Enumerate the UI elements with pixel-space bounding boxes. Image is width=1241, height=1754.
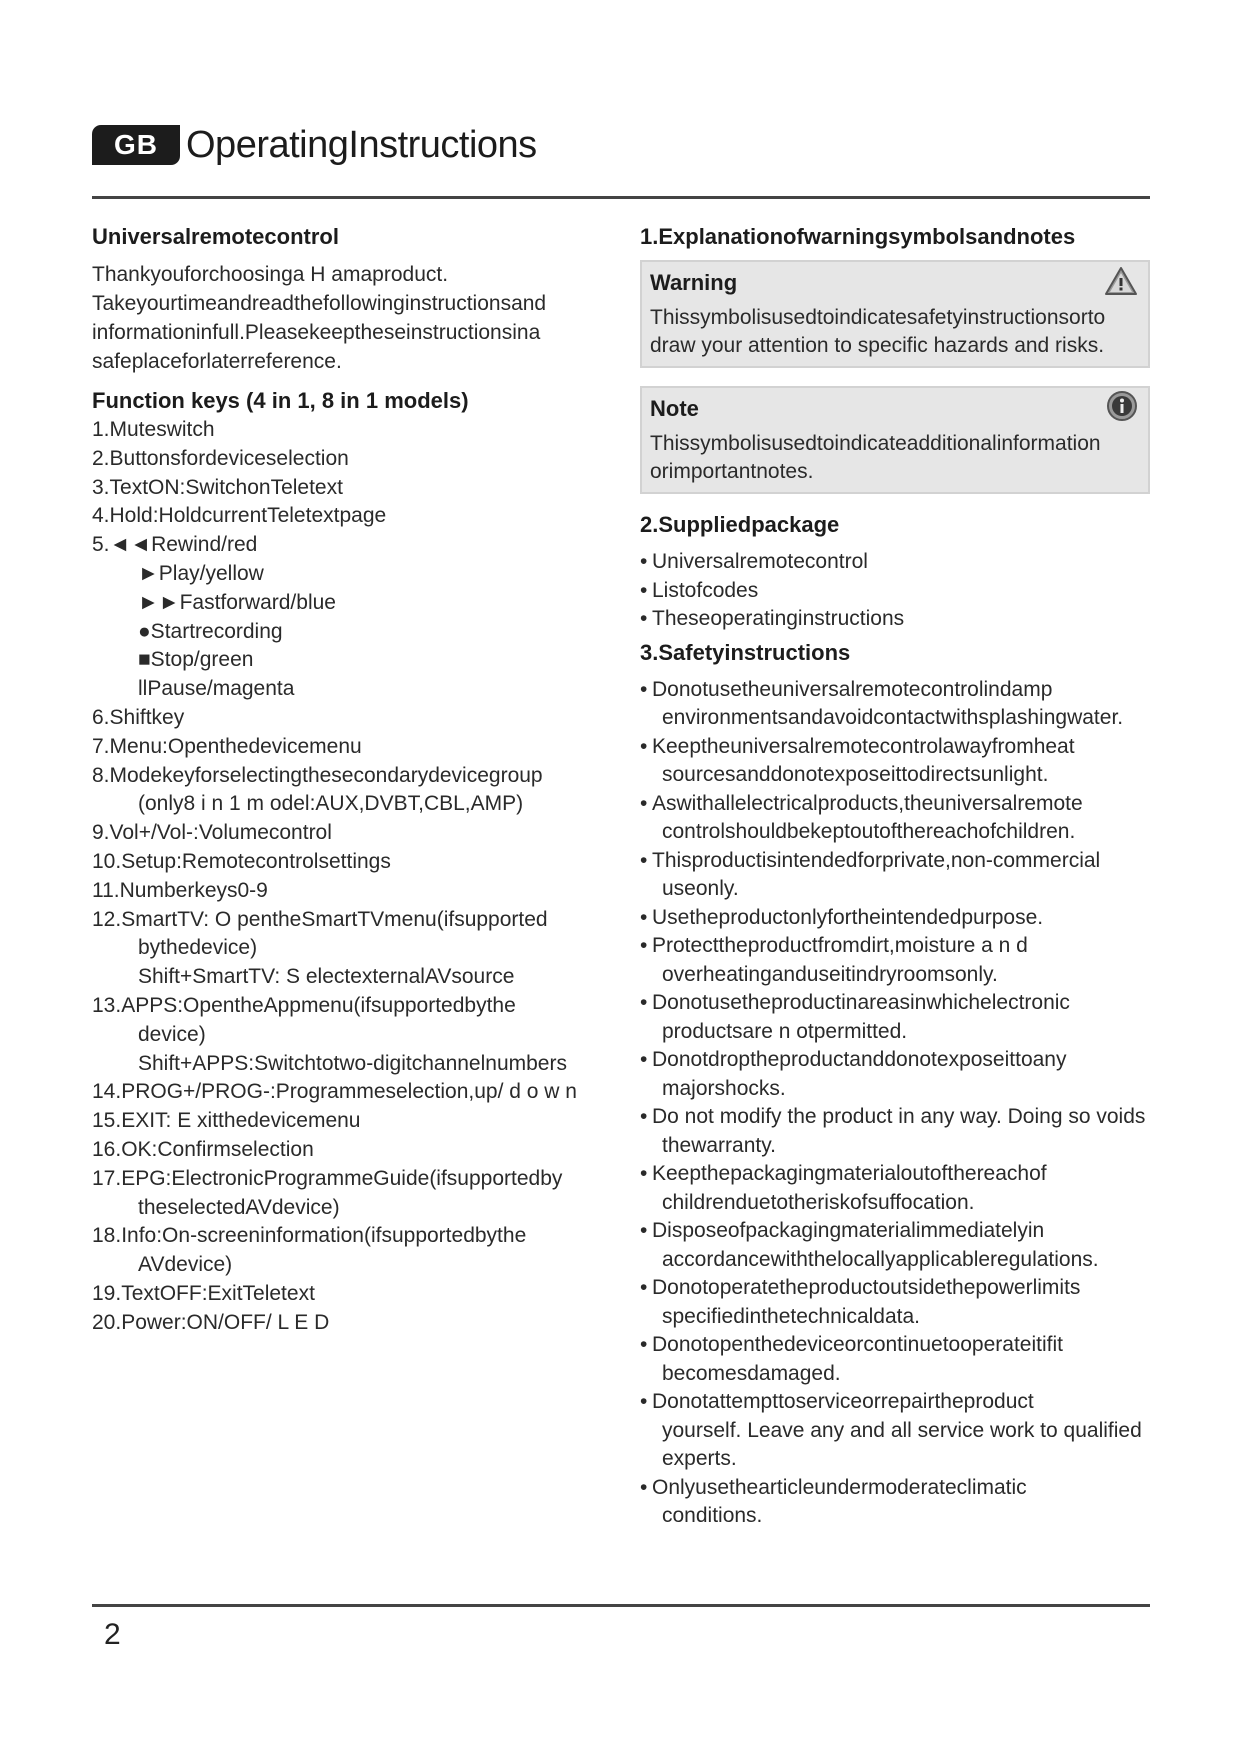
safety-item: • Donotoperatetheproductoutsidethepowerlimits specifiedinthetechnicaldata. bbox=[640, 1276, 1081, 1328]
note-box bbox=[640, 386, 1150, 494]
function-key-item: bythedevice) bbox=[138, 936, 258, 960]
function-key-item: 18.Info:On-screeninformation(ifsupportedbythe bbox=[92, 1224, 527, 1248]
warning-triangle-icon bbox=[1104, 266, 1138, 296]
function-key-item: 7.Menu:Openthedevicemenu bbox=[92, 734, 362, 758]
function-key-item: 14.PROG+/PROG-:Programmeselection,up/ d o w n bbox=[92, 1080, 577, 1104]
bottom-divider bbox=[92, 1604, 1150, 1607]
package-item: • Universalremotecontrol bbox=[640, 550, 868, 573]
function-key-item: AVdevice) bbox=[138, 1253, 233, 1277]
package-item: • Theseoperatinginstructions bbox=[640, 607, 905, 630]
section-title-remote: Universalremotecontrol bbox=[92, 224, 339, 249]
function-key-item: llPause/magenta bbox=[138, 677, 295, 701]
warning-text-line: Thissymbolisusedtoindicatesafetyinstructionsorto bbox=[650, 306, 1106, 329]
safety-list bbox=[640, 676, 1150, 1531]
safety-item: • Onlyusethearticleundermoderateclimatic conditions. bbox=[640, 1475, 1027, 1527]
intro-line: Thankyouforchoosinga H amaproduct. bbox=[92, 263, 449, 286]
safety-item: • Aswithallelectricalproducts,theuniversalremote controlshouldbekeptoutofthereachofchildren. bbox=[640, 791, 1083, 843]
right-column bbox=[640, 224, 1150, 1531]
safety-item: • Keepthepackagingmaterialoutofthereachof childrenduetotheriskofsuffocation. bbox=[640, 1162, 1047, 1214]
function-key-item: 6.Shiftkey bbox=[92, 705, 185, 729]
top-divider bbox=[92, 196, 1150, 199]
function-key-item: 1.Muteswitch bbox=[92, 418, 215, 441]
function-key-item: ●Startrecording bbox=[138, 619, 283, 643]
function-key-item: device) bbox=[138, 1022, 206, 1046]
intro-line: informationinfull.Pleasekeeptheseinstructionsina bbox=[92, 321, 541, 344]
page-title: OperatingInstructions bbox=[186, 123, 537, 166]
note-text-line: orimportantnotes. bbox=[650, 460, 814, 483]
intro-line: safeplaceforlaterreference. bbox=[92, 350, 342, 373]
function-key-item: 3.TextON:SwitchonTeletext bbox=[92, 475, 343, 499]
function-key-item: 20.Power:ON/OFF/ L E D bbox=[92, 1310, 330, 1334]
function-keys-list bbox=[92, 416, 592, 1338]
function-key-item: 11.Numberkeys0-9 bbox=[92, 878, 268, 902]
function-key-item: 2.Buttonsfordeviceselection bbox=[92, 446, 349, 470]
function-key-item: 8.Modekeyforselectingthesecondarydevicegroup bbox=[92, 763, 543, 787]
function-key-item: 4.Hold:HoldcurrentTeletextpage bbox=[92, 504, 387, 528]
safety-item: • Donotusetheuniversalremotecontrolindamp environmentsandavoidcontactwithsplashingwater. bbox=[640, 677, 1124, 729]
safety-item: • Disposeofpackagingmaterialimmediatelyin accordancewiththelocallyapplicableregulations. bbox=[640, 1219, 1099, 1271]
note-title: Note bbox=[650, 396, 699, 421]
page-number: 2 bbox=[104, 1618, 121, 1651]
safety-item: • Keeptheuniversalremotecontrolawayfromheat sourcesanddonotexposeittodirectsunlight. bbox=[640, 734, 1075, 786]
section-title-function-keys: Function keys (4 in 1, 8 in 1 models) bbox=[92, 388, 469, 413]
safety-item: • Usetheproductonlyfortheintendedpurpose. bbox=[640, 905, 1044, 929]
function-key-item: (only8 i n 1 m odel:AUX,DVBT,CBL,AMP) bbox=[138, 792, 524, 816]
info-circle-icon bbox=[1106, 390, 1138, 422]
function-key-item: 16.OK:Confirmselection bbox=[92, 1137, 314, 1161]
page-header bbox=[92, 122, 537, 168]
note-text-line: Thissymbolisusedtoindicateadditionalinformation bbox=[650, 432, 1101, 455]
function-key-item: ►Play/yellow bbox=[138, 561, 264, 585]
function-key-item: 15.EXIT: E xitthedevicemenu bbox=[92, 1109, 361, 1133]
warning-text-line: draw your attention to specific hazards and risks. bbox=[650, 334, 1105, 357]
section-title-symbols: 1.Explanationofwarningsymbolsandnotes bbox=[640, 224, 1076, 249]
safety-item: • Donotusetheproductinareasinwhichelectronic productsare n otpermitted. bbox=[640, 991, 1070, 1043]
function-key-item: Shift+SmartTV: S electexternalAVsource bbox=[138, 965, 515, 989]
package-list bbox=[640, 548, 1150, 634]
function-key-item: 13.APPS:OpentheAppmenu(ifsupportedbythe bbox=[92, 993, 516, 1017]
warning-box bbox=[640, 260, 1150, 368]
safety-item: • Donotdroptheproductanddonotexposeittoany majorshocks. bbox=[640, 1048, 1067, 1100]
safety-item: • Thisproductisintendedforprivate,non-commercial useonly. bbox=[640, 848, 1101, 900]
section-title-safety: 3.Safetyinstructions bbox=[640, 639, 851, 665]
function-key-item: 12.SmartTV: O pentheSmartTVmenu(ifsupported bbox=[92, 907, 548, 931]
language-badge: GB bbox=[92, 125, 180, 165]
left-column bbox=[92, 224, 592, 1338]
safety-item: • Protecttheproductfromdirt,moisture a n d overheatinganduseitindryroomsonly. bbox=[640, 934, 1028, 986]
function-key-item: ►►Fastforward/blue bbox=[138, 590, 336, 614]
function-key-item: 17.EPG:ElectronicProgrammeGuide(ifsupportedby bbox=[92, 1166, 563, 1190]
warning-title: Warning bbox=[650, 270, 738, 295]
function-key-item: 5.◄◄Rewind/red bbox=[92, 533, 258, 557]
function-key-item: 19.TextOFF:ExitTeletext bbox=[92, 1281, 315, 1305]
intro-line: Takeyourtimeandreadthefollowinginstructionsand bbox=[92, 292, 547, 315]
function-key-item: Shift+APPS:Switchtotwo-digitchannelnumbers bbox=[138, 1051, 567, 1075]
safety-item: • Do not modify the product in any way. Doing so voids thewarranty. bbox=[640, 1105, 1146, 1157]
function-key-item: 10.Setup:Remotecontrolsettings bbox=[92, 849, 391, 873]
function-key-item: 9.Vol+/Vol-:Volumecontrol bbox=[92, 821, 332, 845]
section-title-package: 2.Suppliedpackage bbox=[640, 512, 840, 537]
function-key-item: ■Stop/green bbox=[138, 648, 254, 672]
package-item: • Listofcodes bbox=[640, 578, 759, 602]
function-key-item: theselectedAVdevice) bbox=[138, 1195, 340, 1219]
safety-item: • Donotopenthedeviceorcontinuetooperateitifit becomesdamaged. bbox=[640, 1333, 1063, 1385]
safety-item: • Donotattempttoserviceorrepairtheproduct yourself. Leave any and all service work to qualified experts. bbox=[640, 1390, 1142, 1470]
